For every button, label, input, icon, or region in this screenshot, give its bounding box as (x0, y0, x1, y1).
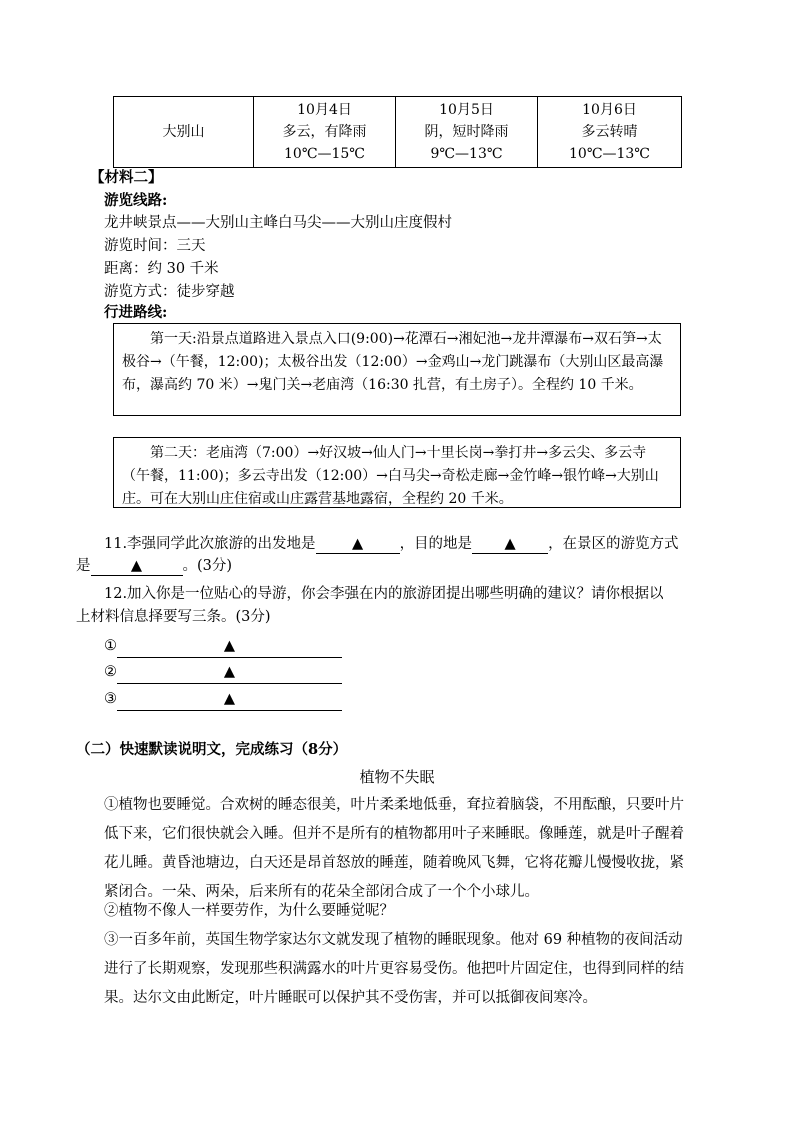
day1-box (113, 323, 681, 416)
paragraph-text: ①植物也要睡觉。合欢树的睡态很美，叶片柔柔地低垂，耷拉着脑袋，不用酝酿，只要叶片低下来，它们很快就会入睡。但并不是所有的植物都用叶子来睡眠。像睡莲，就是叶子醒着花儿睡。黄昏池塘边，白天还是昂首怒放的睡莲，随着晚风飞舞，它将花瓣儿慢慢收拢，紧紧闭合。一朵、两朵，后来所有的花朵全部闭合成了一个个小球儿。 (104, 797, 684, 900)
triangle-icon: ▲ (223, 691, 236, 707)
temp-text: 10℃—13℃ (569, 146, 650, 162)
answer-line[interactable] (117, 688, 342, 711)
day-cell (396, 97, 538, 168)
mode-text: 游览方式：徒步穿越 (104, 284, 235, 300)
paragraph-1 (104, 791, 694, 907)
day2-text: 第二天：老庙湾（7:00）→好汉坡→仙人门→十里长岗→拳打井→多云尖、多云寺（午餐，11:00)；多云寺出发（12:00）→白马尖→奇松走廊→金竹峰→银竹峰→大别山庄。可在大别山庄住宿或山庄露营基地露宿，全程约 20 千米。 (122, 445, 659, 507)
answer-blank[interactable] (472, 535, 548, 554)
question-11-cont (76, 555, 232, 577)
day-cell (254, 97, 396, 168)
date-text: 10月5日 (439, 102, 494, 118)
distance-text: 距离：约 30 千米 (104, 261, 219, 277)
day-cell (538, 97, 682, 168)
q11-text: ，目的地是 (399, 536, 473, 552)
route-label: 游览线路: (104, 192, 168, 209)
q11-text: 。(3分) (182, 558, 233, 574)
triangle-icon: ▲ (223, 664, 236, 680)
table-row (114, 97, 682, 168)
material2-heading: 【材料二】 (90, 169, 163, 186)
route-text: 龙井峡景点——大别山主峰白马尖——大别山庄度假村 (104, 215, 452, 231)
item-number: ① (104, 638, 117, 654)
weather-text: 阴，短时降雨 (424, 124, 509, 140)
section2-heading: （二）快速默读说明文，完成练习（8分） (76, 741, 348, 758)
item-number: ③ (104, 691, 117, 707)
location-cell: 大别山 (114, 97, 254, 168)
date-text: 10月4日 (297, 102, 352, 118)
triangle-icon: ▲ (223, 638, 236, 654)
q11-text: 11.李强同学此次旅游的出发地是 (104, 536, 316, 552)
answer-line[interactable] (117, 635, 342, 658)
answer-line[interactable] (117, 661, 342, 684)
answer-row-3 (104, 688, 342, 711)
weather-text: 多云转晴 (581, 124, 638, 140)
date-text: 10月6日 (582, 102, 637, 118)
weather-table (113, 96, 682, 168)
day1-text: 第一天:沿景点道路进入景点入口(9:00)→花潭石→湘妃池→龙井潭瀑布→双石笋→太极谷→（午餐，12:00)；太极谷出发（12:00）→金鸡山→龙门跳瀑布（大别山区最高瀑布，瀑高约 70 米）→鬼门关→老庙湾（16:30 扎营，有土房子）。全程约 10 千米。 (122, 331, 664, 393)
paragraph-2 (104, 897, 694, 926)
temp-text: 10℃—15℃ (284, 146, 365, 162)
question-11 (104, 533, 679, 555)
q11-text: 是 (76, 558, 91, 574)
q11-text: ，在景区的游览方式 (548, 536, 679, 552)
answer-blank[interactable] (316, 535, 400, 554)
time-text: 游览时间：三天 (104, 238, 206, 254)
article-title: 植物不失眠 (359, 768, 435, 786)
paragraph-text: ②植物不像人一样要劳作，为什么要睡觉呢？ (104, 903, 394, 919)
paragraph-text: ③一百多年前，英国生物学家达尔文就发现了植物的睡眠现象。他对 69 种植物的夜间活动进行了长期观察，发现那些积满露水的叶片更容易受伤。他把叶片固定住，也得到同样的结果。达尔文由此断定，叶片睡眠可以保护其不受伤害，并可以抵御夜间寒冷。 (104, 932, 684, 1006)
path-label: 行进路线: (104, 304, 168, 321)
paragraph-3 (104, 926, 694, 1013)
triangle-icon: ▲ (351, 536, 364, 552)
weather-text: 多云，有降雨 (282, 124, 367, 140)
triangle-icon: ▲ (504, 536, 516, 552)
answer-row-1 (104, 635, 342, 658)
triangle-icon: ▲ (130, 558, 143, 574)
question-12-cont: 上材料信息择要写三条。(3分) (76, 609, 271, 625)
question-12: 12.加入你是一位贴心的导游，你会李强在内的旅游团提出哪些明确的建议？请你根据以 (104, 586, 664, 602)
answer-blank[interactable] (91, 557, 183, 576)
answer-row-2 (104, 661, 342, 684)
day2-box (113, 437, 681, 508)
item-number: ② (104, 664, 117, 680)
temp-text: 9℃—13℃ (430, 146, 503, 162)
